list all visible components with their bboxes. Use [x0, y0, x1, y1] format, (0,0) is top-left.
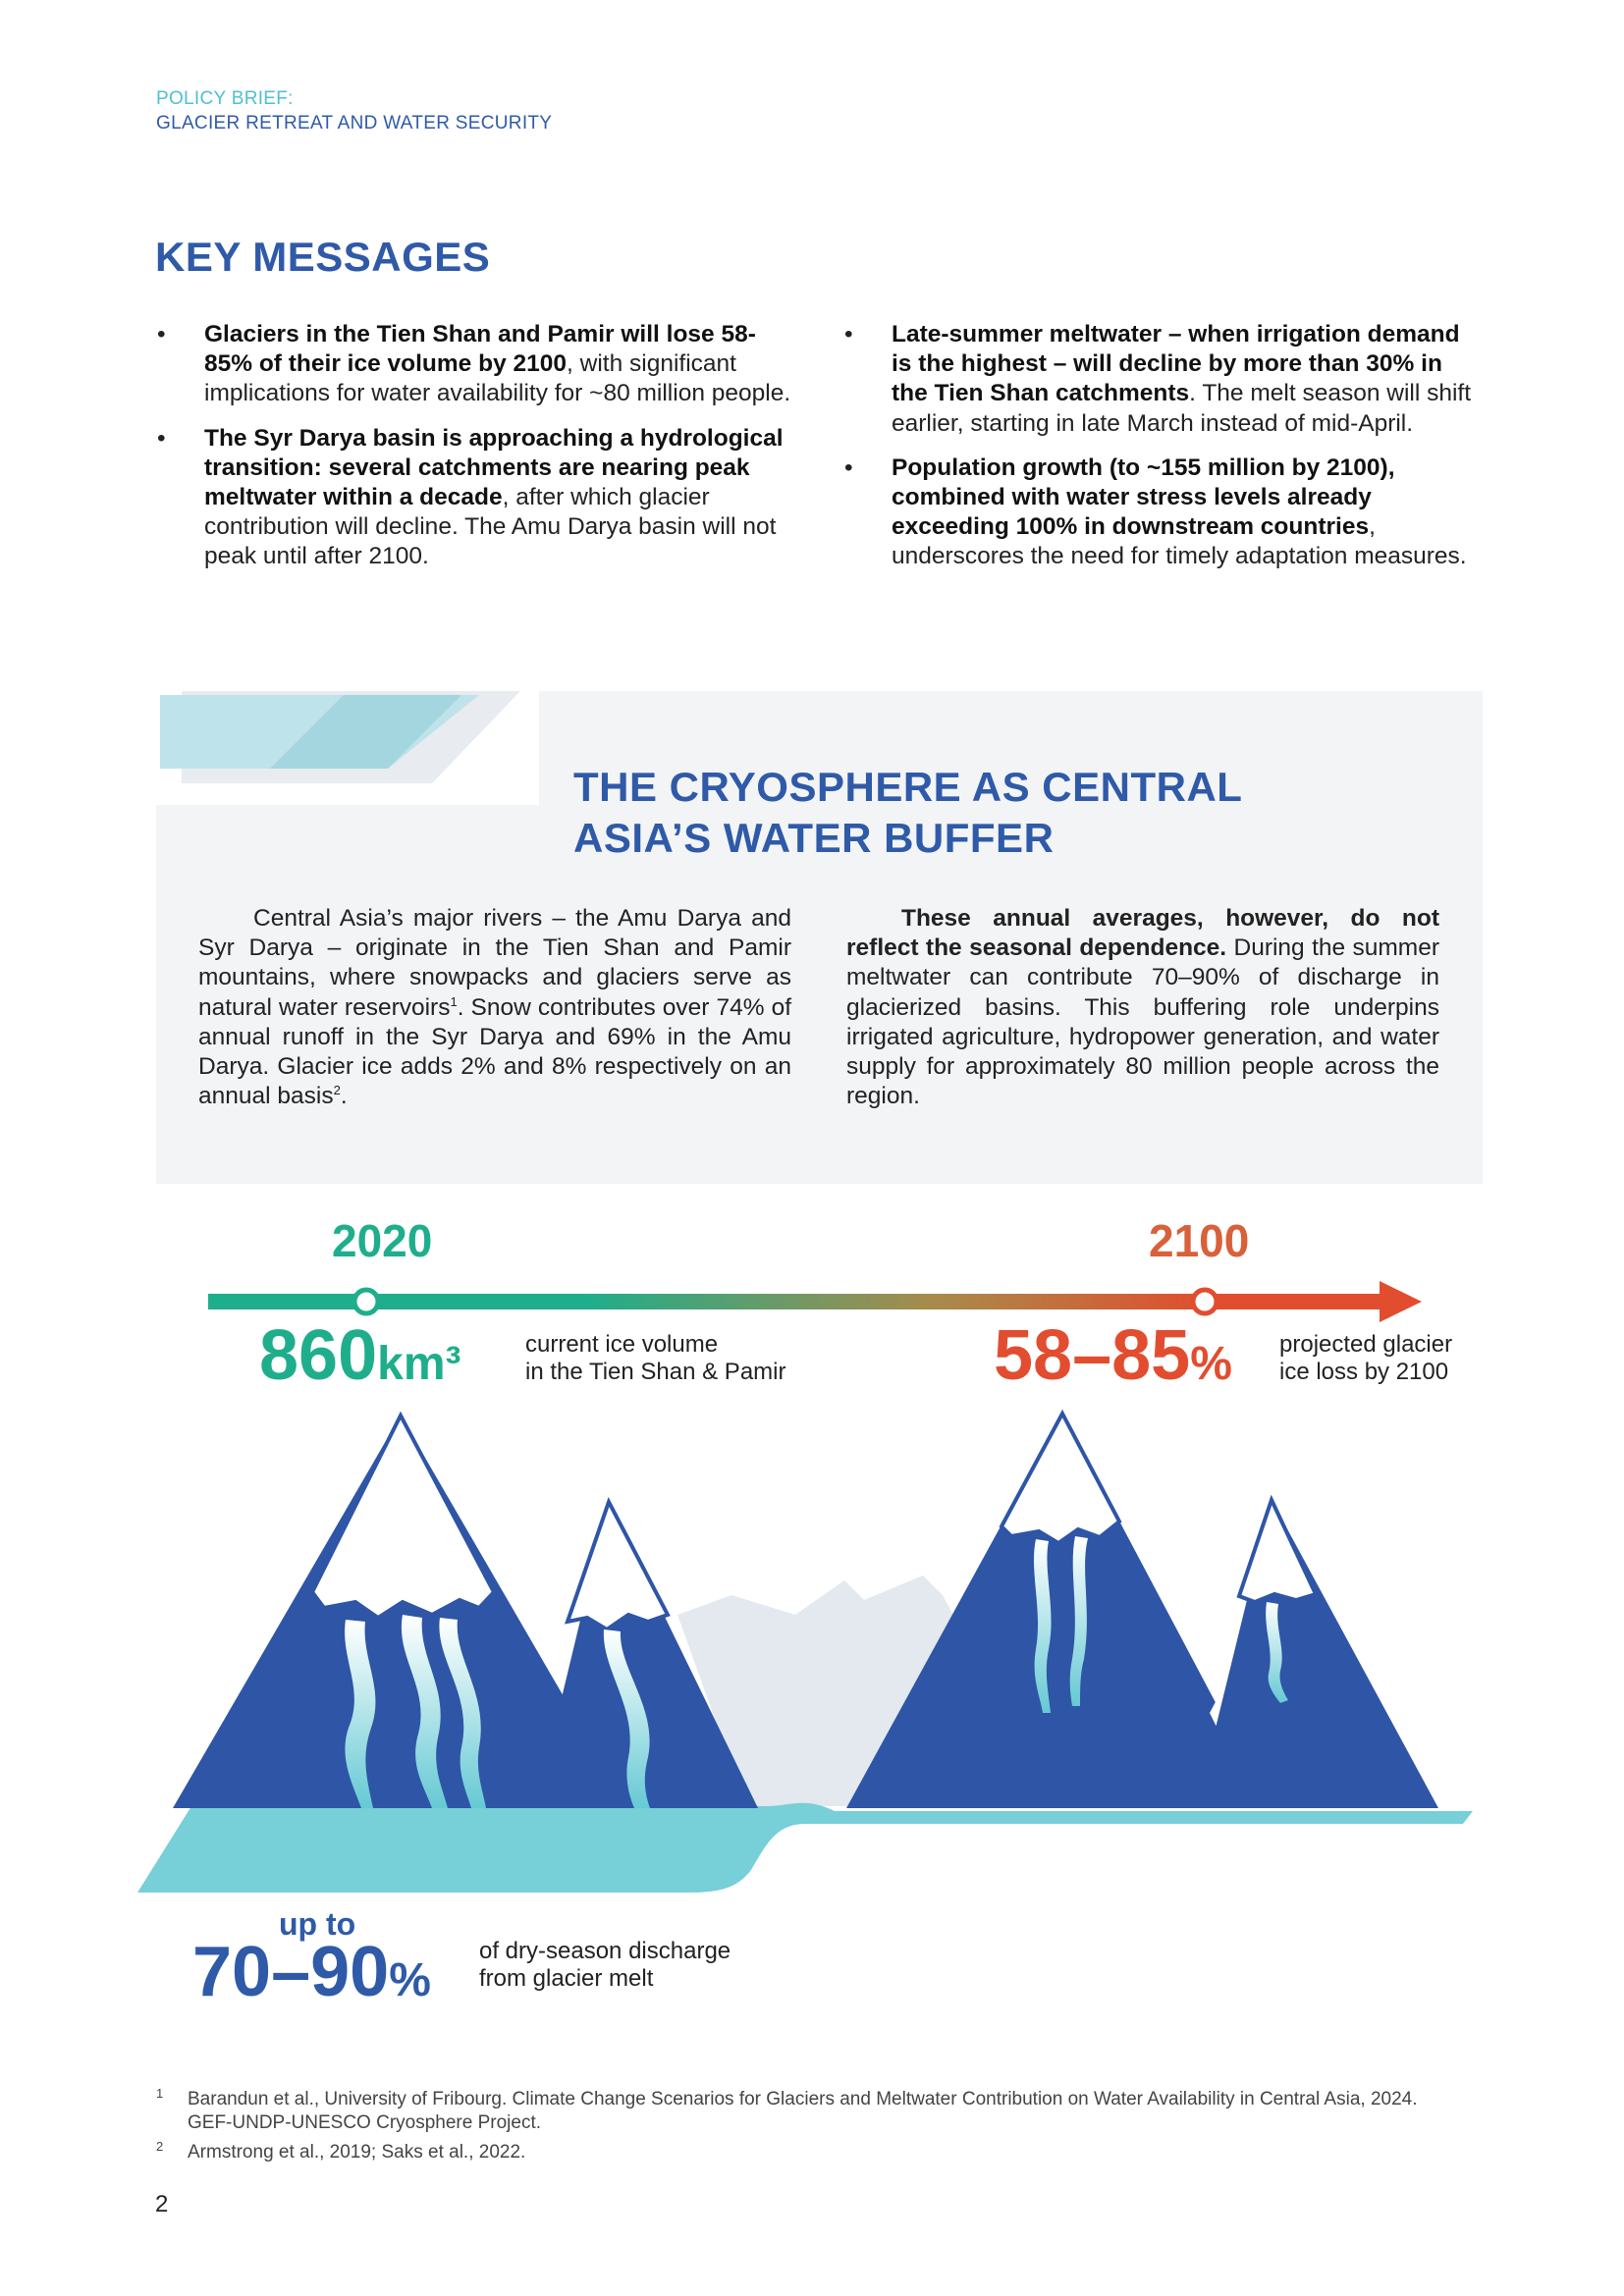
- caption-line: of dry-season discharge: [479, 1938, 731, 1964]
- key-message-bold: Population growth (to ~155 million by 2100), combined with water stress levels already exceeding 100% in downstream countries: [892, 454, 1395, 541]
- snowcap: [1239, 1500, 1316, 1602]
- caption-line: current ice volume: [525, 1331, 719, 1358]
- bullet-icon: •: [844, 454, 853, 481]
- key-message-text: , after which glacier contribution will decline. The Amu Darya basin will not peak until after 2100.: [204, 484, 777, 570]
- bullet-icon: •: [157, 424, 166, 452]
- cryosphere-title: [573, 762, 1242, 864]
- year-2100-label: 2100: [1149, 1215, 1250, 1266]
- paragraph-text: During the summer meltwater can contribute 70–90% of discharge in glacierized basins. This buffering role underpins irrigated agriculture, hydropower generation, and water supply for approximately 80 million people across the region.: [846, 934, 1439, 1110]
- glacier-loss-stat: [994, 1315, 1232, 1396]
- cryosphere-title-line-2: ASIA’S WATER BUFFER: [573, 815, 1055, 861]
- footnote: [156, 2088, 1452, 2135]
- mountain-right-small: [1196, 1500, 1438, 1808]
- footnote-number: 1: [156, 2086, 164, 2101]
- footnote: [156, 2141, 1452, 2164]
- caption-line: from glacier melt: [479, 1965, 654, 1992]
- footnote-ref-1: 1: [450, 993, 458, 1009]
- stat-unit: km³: [377, 1338, 461, 1390]
- discharge-stat: [192, 1932, 431, 2012]
- page-number: 2: [155, 2191, 169, 2217]
- lake-water: [137, 1803, 1473, 1893]
- paragraph-text: .: [340, 1083, 348, 1110]
- footnote-ref-2: 2: [333, 1083, 341, 1098]
- caption-line: ice loss by 2100: [1279, 1359, 1449, 1385]
- key-message-text: , underscores the need for timely adaptation measures.: [892, 513, 1467, 570]
- year-2020-label: 2020: [332, 1215, 433, 1266]
- paragraph-bold: These annual averages, however, do not reflect the seasonal dependence.: [846, 905, 1439, 962]
- paragraph-text: Central Asia’s major rivers – the Amu Darya and Syr Darya – originate in the Tien Shan and Pamir mountains, where snowpacks and glaciers serve as natural water reservoirs: [198, 905, 791, 1021]
- ice-volume-stat: [259, 1315, 461, 1396]
- key-message-bold: The Syr Darya basin is approaching a hydrological transition: several catchments are nearing peak meltwater within a decade: [204, 424, 784, 511]
- timeline-marker-2100: [1193, 1290, 1217, 1313]
- timeline-marker-2020: [354, 1290, 378, 1313]
- cryosphere-paragraph-1: [198, 904, 791, 1111]
- stat-value: 860: [259, 1316, 378, 1395]
- glacier-loss-caption: [1279, 1331, 1452, 1386]
- key-messages-title: KEY MESSAGES: [155, 234, 491, 280]
- discharge-stat-prefix: up to: [279, 1906, 356, 1942]
- header-line-2: GLACIER RETREAT AND WATER SECURITY: [156, 113, 553, 133]
- footnote-text: Armstrong et al., 2019; Saks et al., 2022.: [188, 2142, 526, 2163]
- cryosphere-paragraph-2: [846, 904, 1439, 1111]
- footnote-number: 2: [156, 2139, 164, 2154]
- cryosphere-title-line-1: THE CRYOSPHERE AS CENTRAL: [573, 764, 1243, 810]
- stat-unit: %: [389, 1954, 431, 2006]
- stat-value: 70–90: [192, 1933, 390, 2011]
- timeline-arrow-icon: [1380, 1281, 1422, 1322]
- glacier-illustration: [0, 1207, 1624, 1914]
- bullet-icon: •: [844, 321, 853, 347]
- key-message-bold: Late-summer meltwater – when irrigation demand is the highest – will decline by more than 30% in the Tien Shan catchments: [892, 321, 1460, 407]
- key-message-text: . The melt season will shift earlier, starting in late March instead of mid-April.: [892, 380, 1472, 437]
- stat-value: 58–85: [994, 1316, 1191, 1395]
- snowcap: [312, 1415, 494, 1618]
- discharge-caption: [479, 1938, 731, 1993]
- caption-line: in the Tien Shan & Pamir: [525, 1359, 786, 1385]
- caption-line: projected glacier: [1279, 1331, 1453, 1358]
- bullet-icon: •: [157, 321, 166, 347]
- footnote-text: Barandun et al., University of Fribourg. Climate Change Scenarios for Glaciers and Meltwater Contribution on Water Availability in Central Asia, 2024. GEF-UNDP-UNESCO Cryosphere Project.: [188, 2089, 1418, 2133]
- ice-volume-caption: [525, 1331, 785, 1386]
- header-line-1: POLICY BRIEF:: [156, 88, 294, 109]
- panel-decoration: [0, 0, 1624, 883]
- footnotes: [156, 2088, 1452, 2170]
- paragraph-text: . Snow contributes over 74% of annual runoff in the Syr Darya and 69% in the Amu Darya. Glacier ice adds 2% and 8% respectively on an annual basis: [198, 993, 791, 1110]
- snowcap: [1001, 1414, 1119, 1543]
- snowcap: [568, 1502, 668, 1629]
- stat-unit: %: [1190, 1338, 1232, 1390]
- key-message-text: , with significant implications for water availability for ~80 million people.: [204, 350, 791, 407]
- key-message-bold: Glaciers in the Tien Shan and Pamir will lose 58-85% of their ice volume by 2100: [204, 321, 756, 378]
